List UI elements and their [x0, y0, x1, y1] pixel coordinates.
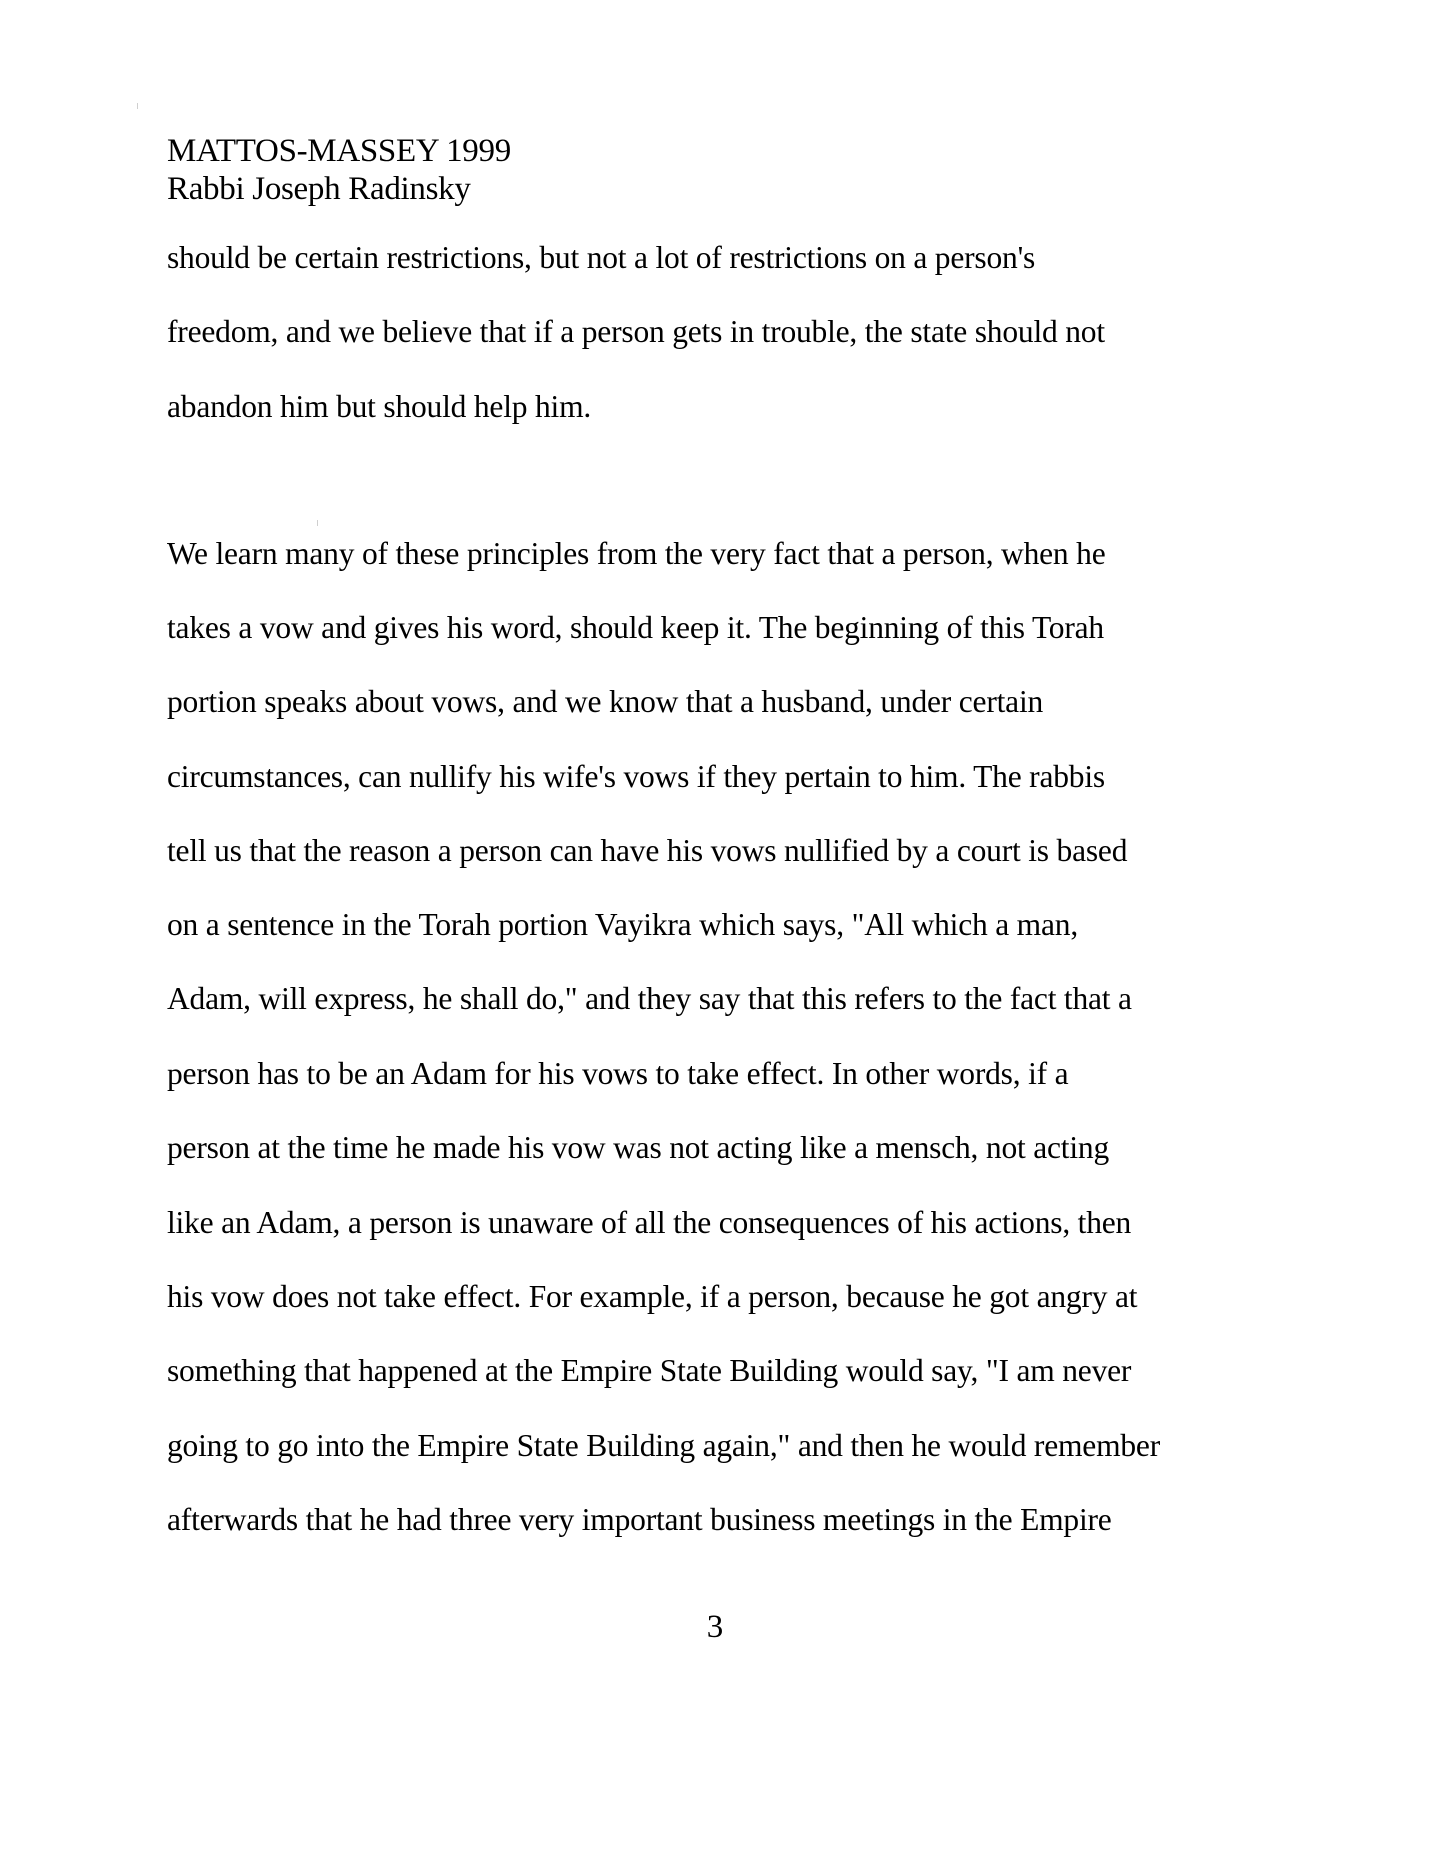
document-author: Rabbi Joseph Radinsky	[167, 171, 471, 207]
text-line: tell us that the reason a person can have his vows nullified by a court is based	[167, 833, 1128, 868]
text-line: something that happened at the Empire State Building would say, "I am never	[167, 1353, 1132, 1388]
text-line: going to go into the Empire State Building again," and then he would remember	[167, 1428, 1161, 1463]
text-line: circumstances, can nullify his wife's vows if they pertain to him. The rabbis	[167, 759, 1105, 794]
document-header	[167, 132, 511, 208]
text-line: his vow does not take effect. For example, if a person, because he got angry at	[167, 1279, 1138, 1314]
page-number: 3	[706, 1609, 724, 1645]
text-line: should be certain restrictions, but not a lot of restrictions on a person's	[167, 240, 1036, 275]
text-line: like an Adam, a person is unaware of all the consequences of his actions, then	[167, 1205, 1132, 1240]
text-line: portion speaks about vows, and we know that a husband, under certain	[167, 684, 1044, 719]
document-title: MATTOS-MASSEY 1999	[167, 133, 511, 169]
text-line: person has to be an Adam for his vows to take effect. In other words, if a	[167, 1056, 1069, 1091]
text-line: on a sentence in the Torah portion Vayikra which says, "All which a man,	[167, 907, 1078, 942]
scan-speck	[137, 103, 138, 109]
text-line: takes a vow and gives his word, should keep it. The beginning of this Torah	[167, 610, 1104, 645]
text-line: We learn many of these principles from the very fact that a person, when he	[167, 536, 1106, 571]
text-line: freedom, and we believe that if a person gets in trouble, the state should not	[167, 314, 1105, 349]
text-line: Adam, will express, he shall do," and they say that this refers to the fact that a	[167, 981, 1132, 1016]
scan-speck	[317, 520, 318, 526]
text-line: afterwards that he had three very important business meetings in the Empire	[167, 1502, 1112, 1537]
text-line: person at the time he made his vow was not acting like a mensch, not acting	[167, 1130, 1109, 1165]
text-line: abandon him but should help him.	[167, 389, 592, 424]
